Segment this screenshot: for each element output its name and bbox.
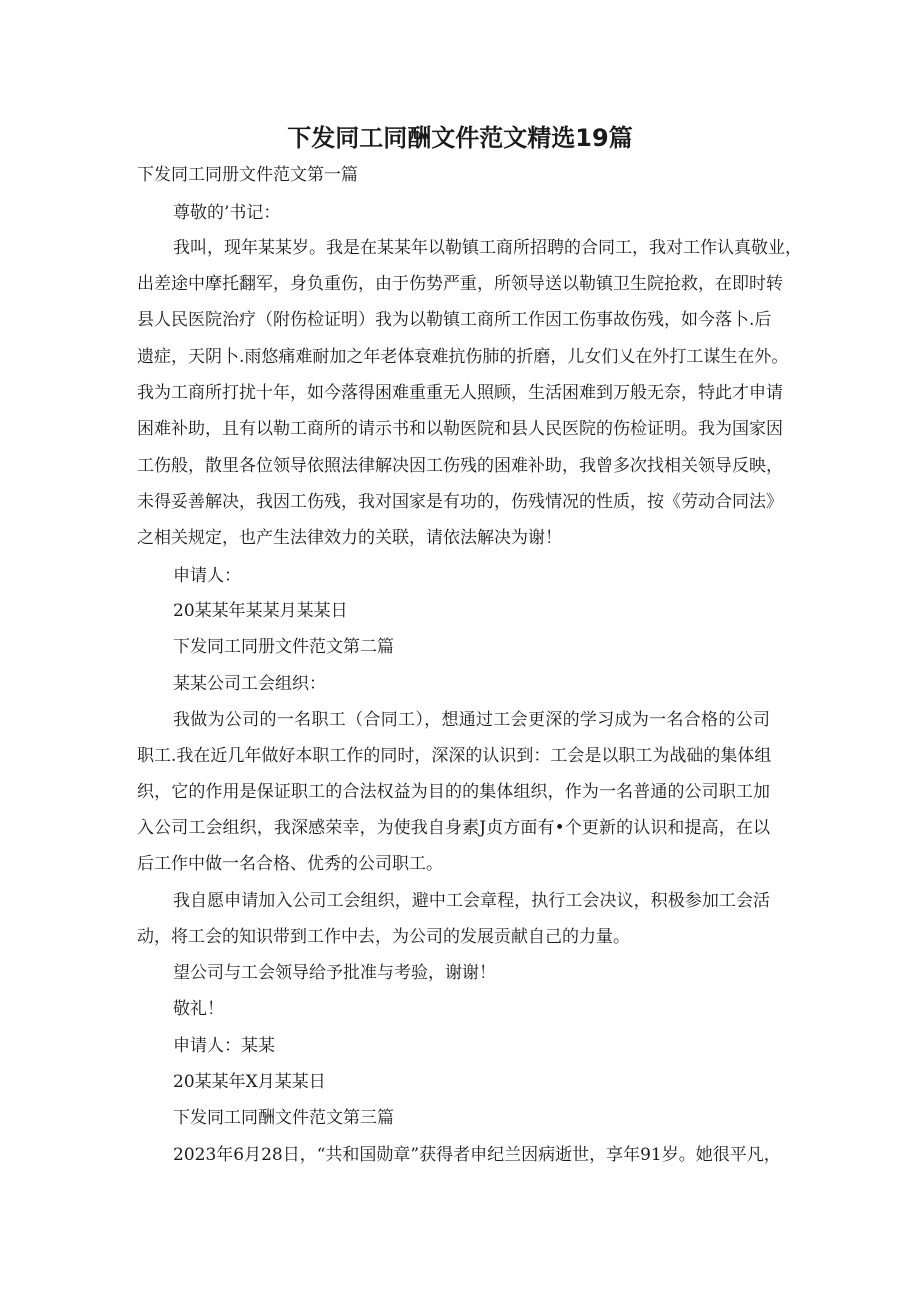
date-line: 20某某年X月某某日: [173, 1072, 326, 1092]
section-heading-1: 下发同工同册文件范文第一篇: [137, 165, 358, 185]
paragraph-line: 2023年6月28日，“共和国勋章”获得者申纪兰因病逝世，享年91岁。她很平凡，: [173, 1145, 781, 1165]
paragraph-line: 望公司与工会领导给予批准与考验，谢谢！: [173, 963, 496, 983]
applicant-label: 申请人：: [173, 566, 241, 586]
paragraph-line: 我为工商所打扰十年，如今落得困难重重无人照顾，生活困难到万般无奈，特此才申请: [137, 383, 783, 403]
section-heading-2: 下发同工同册文件范文第二篇: [173, 637, 394, 657]
paragraph-line: 县人民医院治疗（附伤检证明）我为以勒镇工商所工作因工伤事故伤残，如今落卜.后: [137, 310, 772, 330]
applicant-line: 申请人：某某: [173, 1036, 275, 1056]
paragraph-line: 困难补助，且有以勒工商所的请示书和以勒医院和县人民医院的伤检证明。我为国家因: [137, 419, 783, 439]
paragraph-line: 职工.我在近几年做好本职工作的同时，深深的认识到：工会是以职工为战础的集体组: [137, 746, 772, 766]
paragraph-line: 未得妥善解决，我因工伤残，我对国家是有功的，伤残情况的性质，按《劳动合同法》: [137, 492, 783, 512]
paragraph-line: 我做为公司的一名职工（合同工），想通过工会更深的学习成为一名合格的公司: [173, 710, 770, 730]
paragraph-line: 出差途中摩托翻军，身负重伤，由于伤势严重，所领导送以勒镇卫生院抢救，在即时转: [137, 274, 783, 294]
section-heading-3: 下发同工同酬文件范文第三篇: [173, 1108, 394, 1128]
paragraph-line: 工伤般，散里各位领导依照法律解决因工伤残的困难补助，我曾多次找相关领导反映，: [137, 456, 783, 476]
salutation-1: 尊敬的’书记：: [173, 203, 281, 223]
paragraph-line: 动，将工会的知识带到工作中去，为公司的发展贡献自己的力量。: [137, 927, 630, 947]
date-line: 20某某年某某月某某日: [173, 601, 348, 621]
salutation-2: 某某公司工会组织：: [173, 674, 326, 694]
paragraph-line: 遗症，天阴卜.雨悠痛难耐加之年老体衰难抗伤肺的折磨，儿女们乂在外打工谋生在外。: [137, 347, 789, 367]
closing-line: 敬礼！: [173, 999, 224, 1019]
paragraph-line: 之相关规定，也产生法律效力的关联，请依法解决为谢！: [137, 528, 562, 548]
paragraph-line: 我自愿申请加入公司工会组织，避中工会章程，执行工会决议，积极参加工会活: [173, 891, 770, 911]
paragraph-line: 织，它的作用是保证职工的合法权益为目的的集体组织，作为一名普通的公司职工加: [137, 782, 770, 802]
document-title: 下发同工同酬文件范文精选19篇: [287, 124, 633, 152]
paragraph-line: 后工作中做一名合格、优秀的公司职工。: [137, 854, 443, 874]
paragraph-line: 入公司工会组织，我深感荣幸，为使我自身素J贞方面有•个更新的认识和提高，在以: [137, 818, 770, 838]
paragraph-line: 我叫，现年某某岁。我是在某某年以勒镇工商所招聘的合同工，我对工作认真敬业，: [173, 238, 802, 258]
